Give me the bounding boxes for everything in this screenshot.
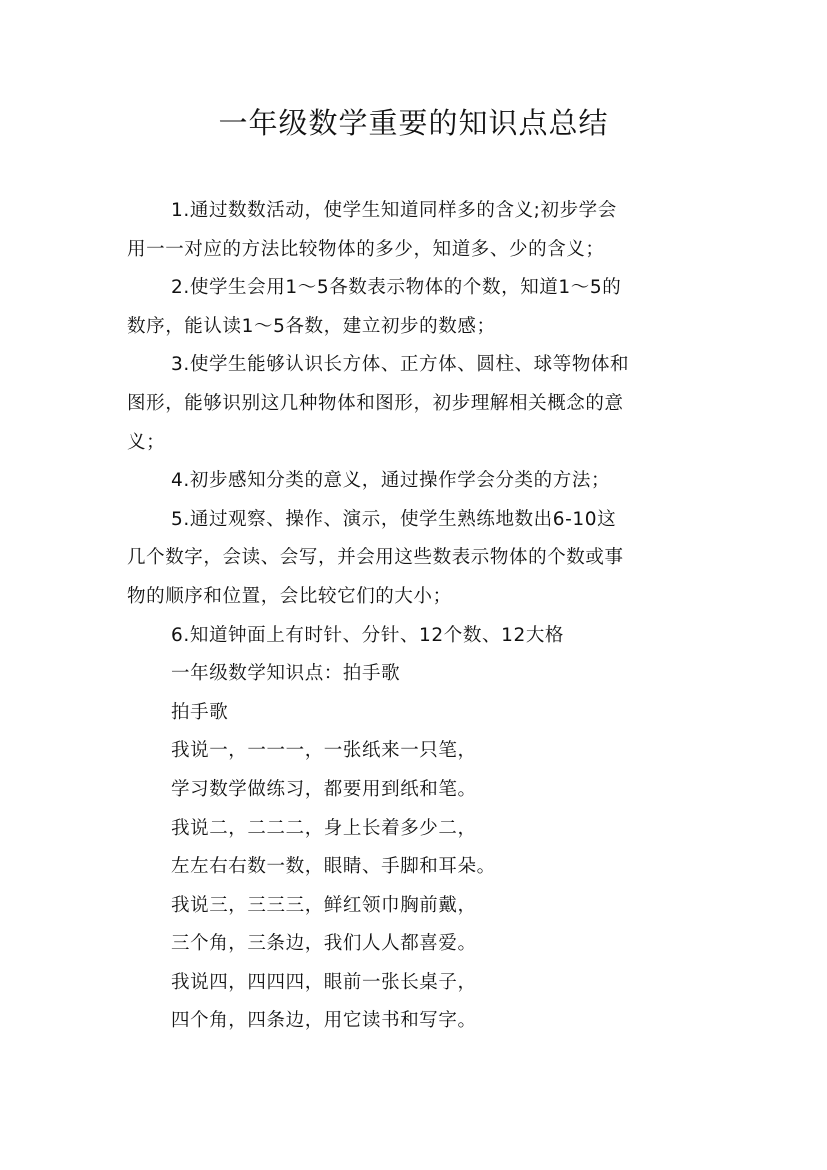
song-line-2: 学习数学做练习，都要用到纸和笔。 (171, 778, 477, 800)
knowledge-item-3-line-3: 义； (127, 431, 166, 453)
knowledge-item-1-line-2: 用一一对应的方法比较物体的多少，知道多、少的含义； (127, 238, 605, 260)
song-line-7: 我说四，四四四，眼前一张长桌子， (171, 971, 477, 993)
knowledge-item-5-line-3: 物的顺序和位置，会比较它们的大小； (127, 585, 452, 607)
knowledge-item-3-line-1: 3.使学生能够认识长方体、正方体、圆柱、球等物体和 (171, 354, 630, 376)
song-line-3: 我说二，二二二，身上长着多少二， (171, 817, 477, 839)
knowledge-item-4 (127, 462, 704, 501)
document-title: 一年级数学重要的知识点总结 (218, 106, 609, 140)
knowledge-item-2-line-1: 2.使学生会用1～5各数表示物体的个数，知道1～5的 (171, 277, 622, 299)
knowledge-item-5-line-2: 几个数字，会读、会写，并会用这些数表示物体的个数或事 (127, 547, 624, 569)
knowledge-item-5 (127, 501, 704, 617)
song-title: 拍手歌 (171, 701, 229, 723)
subheading: 一年级数学知识点：拍手歌 (171, 663, 401, 685)
document-body (127, 192, 704, 1041)
knowledge-item-3 (127, 346, 704, 462)
knowledge-item-2 (127, 269, 704, 346)
knowledge-item-2-line-2: 数序，能认读1～5各数，建立初步的数感； (127, 315, 496, 337)
song-line-5: 我说三，三三三，鲜红领巾胸前戴， (171, 894, 477, 916)
knowledge-item-1-line-1: 1.通过数数活动，使学生知道同样多的含义;初步学会 (171, 200, 617, 221)
song-line-8: 四个角，四条边，用它读书和写字。 (171, 1010, 477, 1032)
knowledge-item-5-line-1: 5.通过观察、操作、演示，使学生熟练地数出6-10这 (171, 508, 617, 530)
knowledge-item-6-line-1: 6.知道钟面上有时针、分针、12个数、12大格 (171, 624, 565, 646)
knowledge-item-1 (127, 192, 704, 269)
song-line-4: 左左右右数一数，眼睛、手脚和耳朵。 (171, 856, 496, 878)
knowledge-item-4-line-1: 4.初步感知分类的意义，通过操作学会分类的方法； (171, 470, 611, 492)
knowledge-item-3-line-2: 图形，能够识别这几种物体和图形，初步理解相关概念的意 (127, 392, 624, 414)
song-line-6: 三个角，三条边，我们人人都喜爱。 (171, 933, 477, 955)
song-line-1: 我说一，一一一，一张纸来一只笔， (171, 740, 477, 762)
knowledge-item-6 (127, 617, 704, 656)
